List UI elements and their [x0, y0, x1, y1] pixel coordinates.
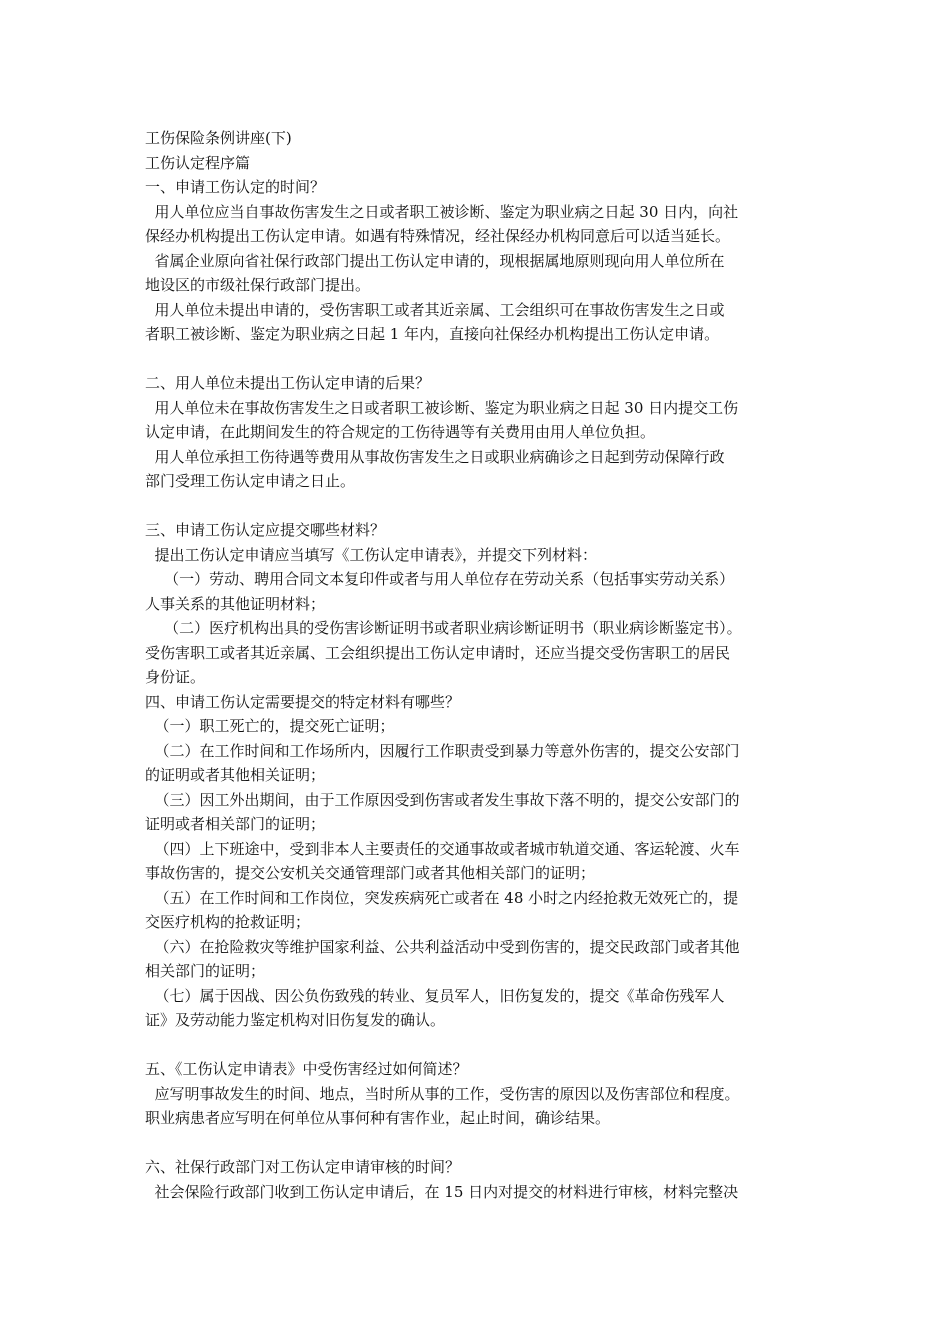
- text-line: （三）因工外出期间，由于工作原因受到伤害或者发生事故下落不明的，提交公安部门的: [145, 790, 740, 809]
- text-line: （二）在工作时间和工作场所内，因履行工作职责受到暴力等意外伤害的，提交公安部门: [145, 741, 740, 760]
- text-line: （七）属于因战、因公负伤致残的转业、复员军人，旧伤复发的，提交《革命伤残军人: [145, 986, 725, 1005]
- text-line: （一）劳动、聘用合同文本复印件或者与用人单位存在劳动关系（包括事实劳动关系）: [145, 570, 735, 588]
- text-line: 证明或者相关部门的证明；: [145, 815, 326, 833]
- text-line: 职业病患者应写明在何单位从事何种有害作业，起止时间，确诊结果。: [145, 1109, 611, 1127]
- text-line: 的证明或者其他相关证明；: [145, 766, 326, 784]
- text-line: 用人单位应当自事故伤害发生之日或者职工被诊断、鉴定为职业病之日起 30 日内，向社: [145, 202, 739, 221]
- text-line: 身份证。: [145, 668, 206, 686]
- text-line: 提出工伤认定申请应当填写《工伤认定申请表》，并提交下列材料：: [145, 545, 598, 564]
- text-line: 用人单位未提出申请的，受伤害职工或者其近亲属、工会组织可在事故伤害发生之日或: [145, 300, 725, 319]
- text-line: [145, 494, 820, 519]
- text-line: 工伤认定程序篇: [145, 153, 251, 172]
- text-line: 相关部门的证明；: [145, 962, 266, 980]
- text-line: 交医疗机构的抢救证明；: [145, 913, 311, 931]
- text-line: 保经办机构提出工伤认定申请。如遇有特殊情况，经社保经办机构同意后可以适当延长。: [145, 227, 731, 245]
- text-line: 五、《工伤认定申请表》中受伤害经过如何简述？: [145, 1060, 468, 1078]
- text-line: （五）在工作时间和工作岗位，突发疾病死亡或者在 48 小时之内经抢救无效死亡的，提: [145, 888, 739, 907]
- text-line: 事故伤害的，提交公安机关交通管理部门或者其他相关部门的证明；: [145, 864, 596, 882]
- text-line: 二、用人单位未提出工伤认定申请的后果？: [145, 374, 431, 392]
- text-line: 社会保险行政部门收到工伤认定申请后，在 15 日内对提交的材料进行审核，材料完整决: [145, 1182, 739, 1201]
- text-line: 三、申请工伤认定应提交哪些材料？: [145, 521, 386, 539]
- text-line: [145, 1033, 820, 1058]
- text-line: 人事关系的其他证明材料；: [145, 594, 326, 613]
- text-line: 省属企业原向省社保行政部门提出工伤认定申请的，现根据属地原则现向用人单位所在: [145, 251, 725, 270]
- text-line: 用人单位承担工伤待遇等费用从事故伤害发生之日或职业病确诊之日起到劳动保障行政: [145, 447, 725, 466]
- text-line: [145, 1131, 820, 1156]
- text-line: 认定申请，在此期间发生的符合规定的工伤待遇等有关费用由用人单位负担。: [145, 423, 656, 441]
- document-body: [145, 126, 820, 1204]
- text-line: 受伤害职工或者其近亲属、工会组织提出工伤认定申请时，还应当提交受伤害职工的居民: [145, 643, 731, 662]
- text-line: 四、申请工伤认定需要提交的特定材料有哪些？: [145, 692, 461, 711]
- text-line: 一、申请工伤认定的时间？: [145, 178, 326, 196]
- text-line: 证》及劳动能力鉴定机构对旧伤复发的确认。: [145, 1011, 446, 1029]
- text-line: 地设区的市级社保行政部门提出。: [145, 276, 371, 294]
- text-line: 者职工被诊断、鉴定为职业病之日起 1 年内，直接向社保经办机构提出工伤认定申请。: [145, 325, 720, 343]
- text-line: 工伤保险条例讲座(下): [145, 129, 292, 147]
- text-line: 六、社保行政部门对工伤认定申请审核的时间？: [145, 1158, 461, 1176]
- text-line: （四）上下班途中，受到非本人主要责任的交通事故或者城市轨道交通、客运轮渡、火车: [145, 839, 740, 858]
- text-line: （二）医疗机构出具的受伤害诊断证明书或者职业病诊断证明书（职业病诊断鉴定书）。: [145, 619, 742, 637]
- text-line: 部门受理工伤认定申请之日止。: [145, 472, 356, 490]
- text-line: 应写明事故发生的时间、地点，当时所从事的工作，受伤害的原因以及伤害部位和程度。: [145, 1084, 740, 1103]
- text-line: （六）在抢险救灾等维护国家利益、公共利益活动中受到伤害的，提交民政部门或者其他: [145, 937, 740, 956]
- text-line: [145, 347, 820, 372]
- text-line: （一）职工死亡的，提交死亡证明；: [145, 717, 395, 735]
- text-line: 用人单位未在事故伤害发生之日或者职工被诊断、鉴定为职业病之日起 30 日内提交工伤: [145, 398, 739, 417]
